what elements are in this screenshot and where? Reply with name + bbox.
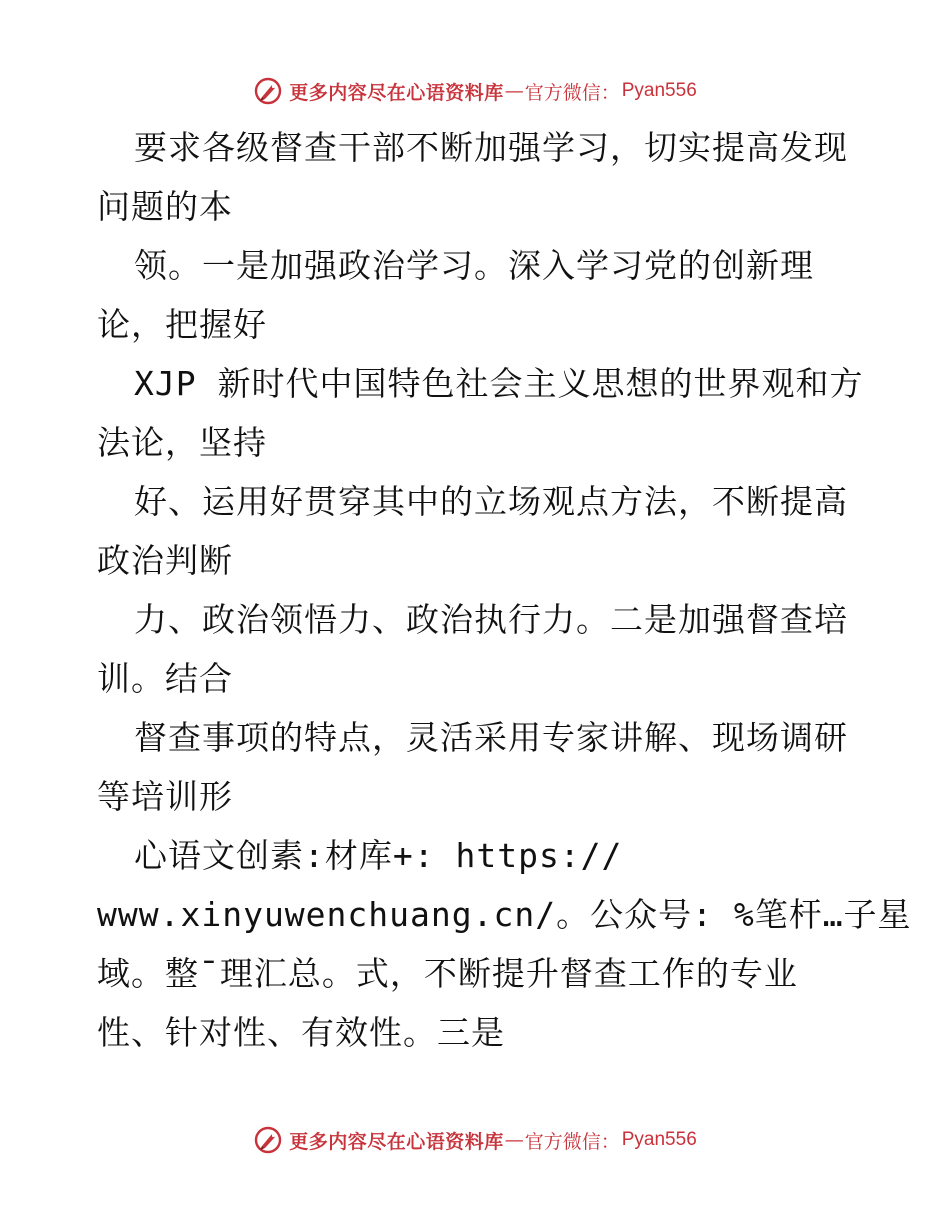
text-line: XJP 新时代中国特色社会主义思想的世界观和方: [134, 364, 864, 403]
header-banner: [0, 71, 950, 111]
text-line: 力、政治领悟力、政治执行力。二是加强督查培: [134, 600, 848, 639]
pen-logo-icon: [253, 1125, 283, 1155]
text-line: 督查事项的特点，灵活采用专家讲解、现场调研: [134, 718, 848, 757]
document-body: [97, 118, 912, 1062]
pen-logo-icon: [253, 76, 283, 106]
banner-site-text: 更多内容尽在心语资料库: [289, 1130, 504, 1153]
text-line: 域。整¯理汇总。式，不断提升督查工作的专业: [97, 954, 798, 993]
text-line: 性、针对性、有效性。三是: [97, 1013, 505, 1052]
text-line: 好、运用好贯穿其中的立场观点方法，不断提高: [134, 482, 848, 521]
text-line: 等培训形: [97, 777, 233, 816]
banner-separator: —: [504, 1129, 524, 1151]
text-line: 论，把握好: [97, 305, 267, 344]
text-line: 训。结合: [97, 659, 233, 698]
text-line: 问题的本: [97, 187, 233, 226]
banner-label: 官方微信：: [524, 81, 620, 104]
text-line: 要求各级督查干部不断加强学习，切实提高发现: [134, 128, 848, 167]
banner-wechat-id: Pyan556: [621, 80, 697, 101]
footer-banner: [0, 1120, 950, 1160]
text-line: 法论，坚持: [97, 423, 267, 462]
banner-site-text: 更多内容尽在心语资料库: [289, 81, 504, 104]
text-line: 领。一是加强政治学习。深入学习党的创新理: [134, 246, 814, 285]
banner-label: 官方微信：: [524, 1130, 620, 1153]
banner-wechat-id: Pyan556: [621, 1129, 697, 1150]
banner-separator: —: [504, 80, 524, 102]
text-line: 心语文创素:材库+: https://: [134, 836, 623, 875]
text-line: www.xinyuwenchuang.cn/。公众号: %笔杆…子星: [97, 895, 912, 934]
text-line: 政治判断: [97, 541, 233, 580]
